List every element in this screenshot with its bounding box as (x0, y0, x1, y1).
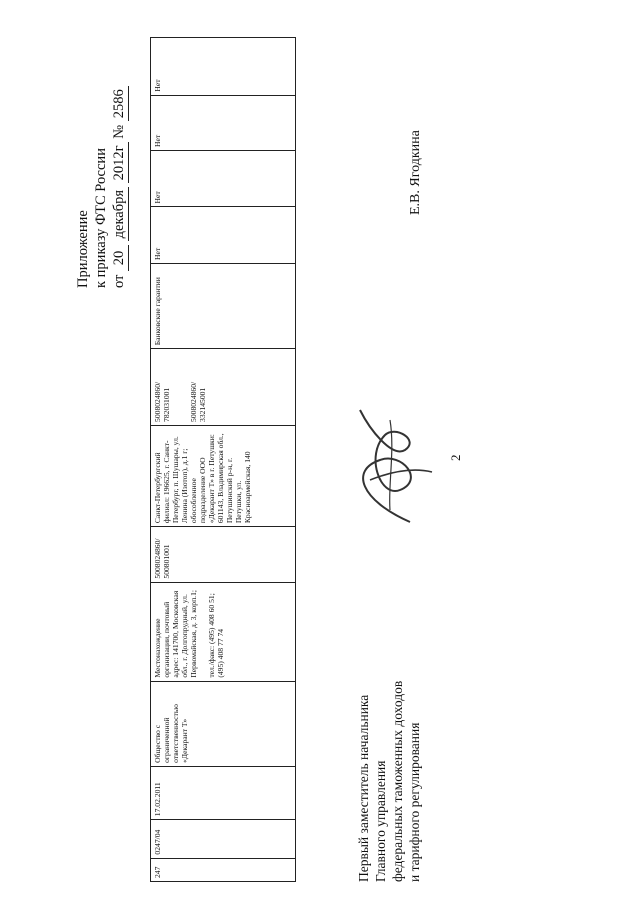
cell-date: 17.02.2011 (151, 766, 296, 819)
order-header (74, 86, 129, 288)
number-prefix: № (111, 124, 127, 139)
date-prefix: от (111, 274, 127, 288)
cell-address: Местонахождение организации, почтовый адрес: 141700, Московская обл., г. Долгопрудный, ул. Первомайская, д. 3, корп.1; тел./факс: (495) 408 60 51; (495) 408 77 74 (151, 582, 296, 681)
date-year: 2012г (110, 142, 129, 183)
signatory-line-4: и тарифного регулирования (407, 722, 422, 882)
order-number: 2586 (110, 86, 129, 121)
signatory-line-1: Первый заместитель начальника (356, 694, 371, 882)
cell-registration-number: 0247/04 (151, 820, 296, 858)
cell-flag-2: Нет (151, 151, 296, 207)
cell-security: Банковские гарантии (151, 263, 296, 348)
cell-row-number: 247 (151, 858, 296, 881)
header-title: Приложение (75, 210, 91, 288)
signatory-line-2: Главного управления (373, 760, 388, 882)
table-row (151, 38, 296, 882)
page-number: 2 (448, 454, 463, 461)
header-order-ref: к приказу ФТС России (93, 148, 109, 288)
signatory-block (355, 681, 423, 882)
signatory-name: Е.В. Ягодкина (408, 130, 423, 215)
cell-flag-1: Нет (151, 207, 296, 263)
signatory-line-3: федеральных таможенных доходов (390, 680, 405, 882)
date-day: 20 (110, 245, 129, 271)
cell-flag-3: Нет (151, 95, 296, 150)
cell-inn-kpp: 5008024860/ 500801001 (151, 527, 296, 582)
date-month: декабря (110, 187, 129, 241)
cell-branches: Санкт-Петербургский филиал: 196625, г. Санкт-Петербург, п. Шушары, ул. Ленина (Изотоп), д.1 г; обособленное подразделение ООО «Декарант Т» в г. Петушки: 601143, Владимирская обл., Петушинский р-н, г. Петушки, ул. Красноармейская, 140 (151, 425, 296, 526)
registry-table (150, 37, 296, 882)
cell-branch-inn-kpp: 5008024860/ 782031001 5008024860/ 332145001 (151, 349, 296, 426)
header-date-line (110, 86, 129, 288)
handwritten-signature (340, 400, 440, 530)
cell-organization: Общество с ограниченной ответственностью «Декарант Т» (151, 681, 296, 766)
cell-flag-4: Нет (151, 38, 296, 96)
